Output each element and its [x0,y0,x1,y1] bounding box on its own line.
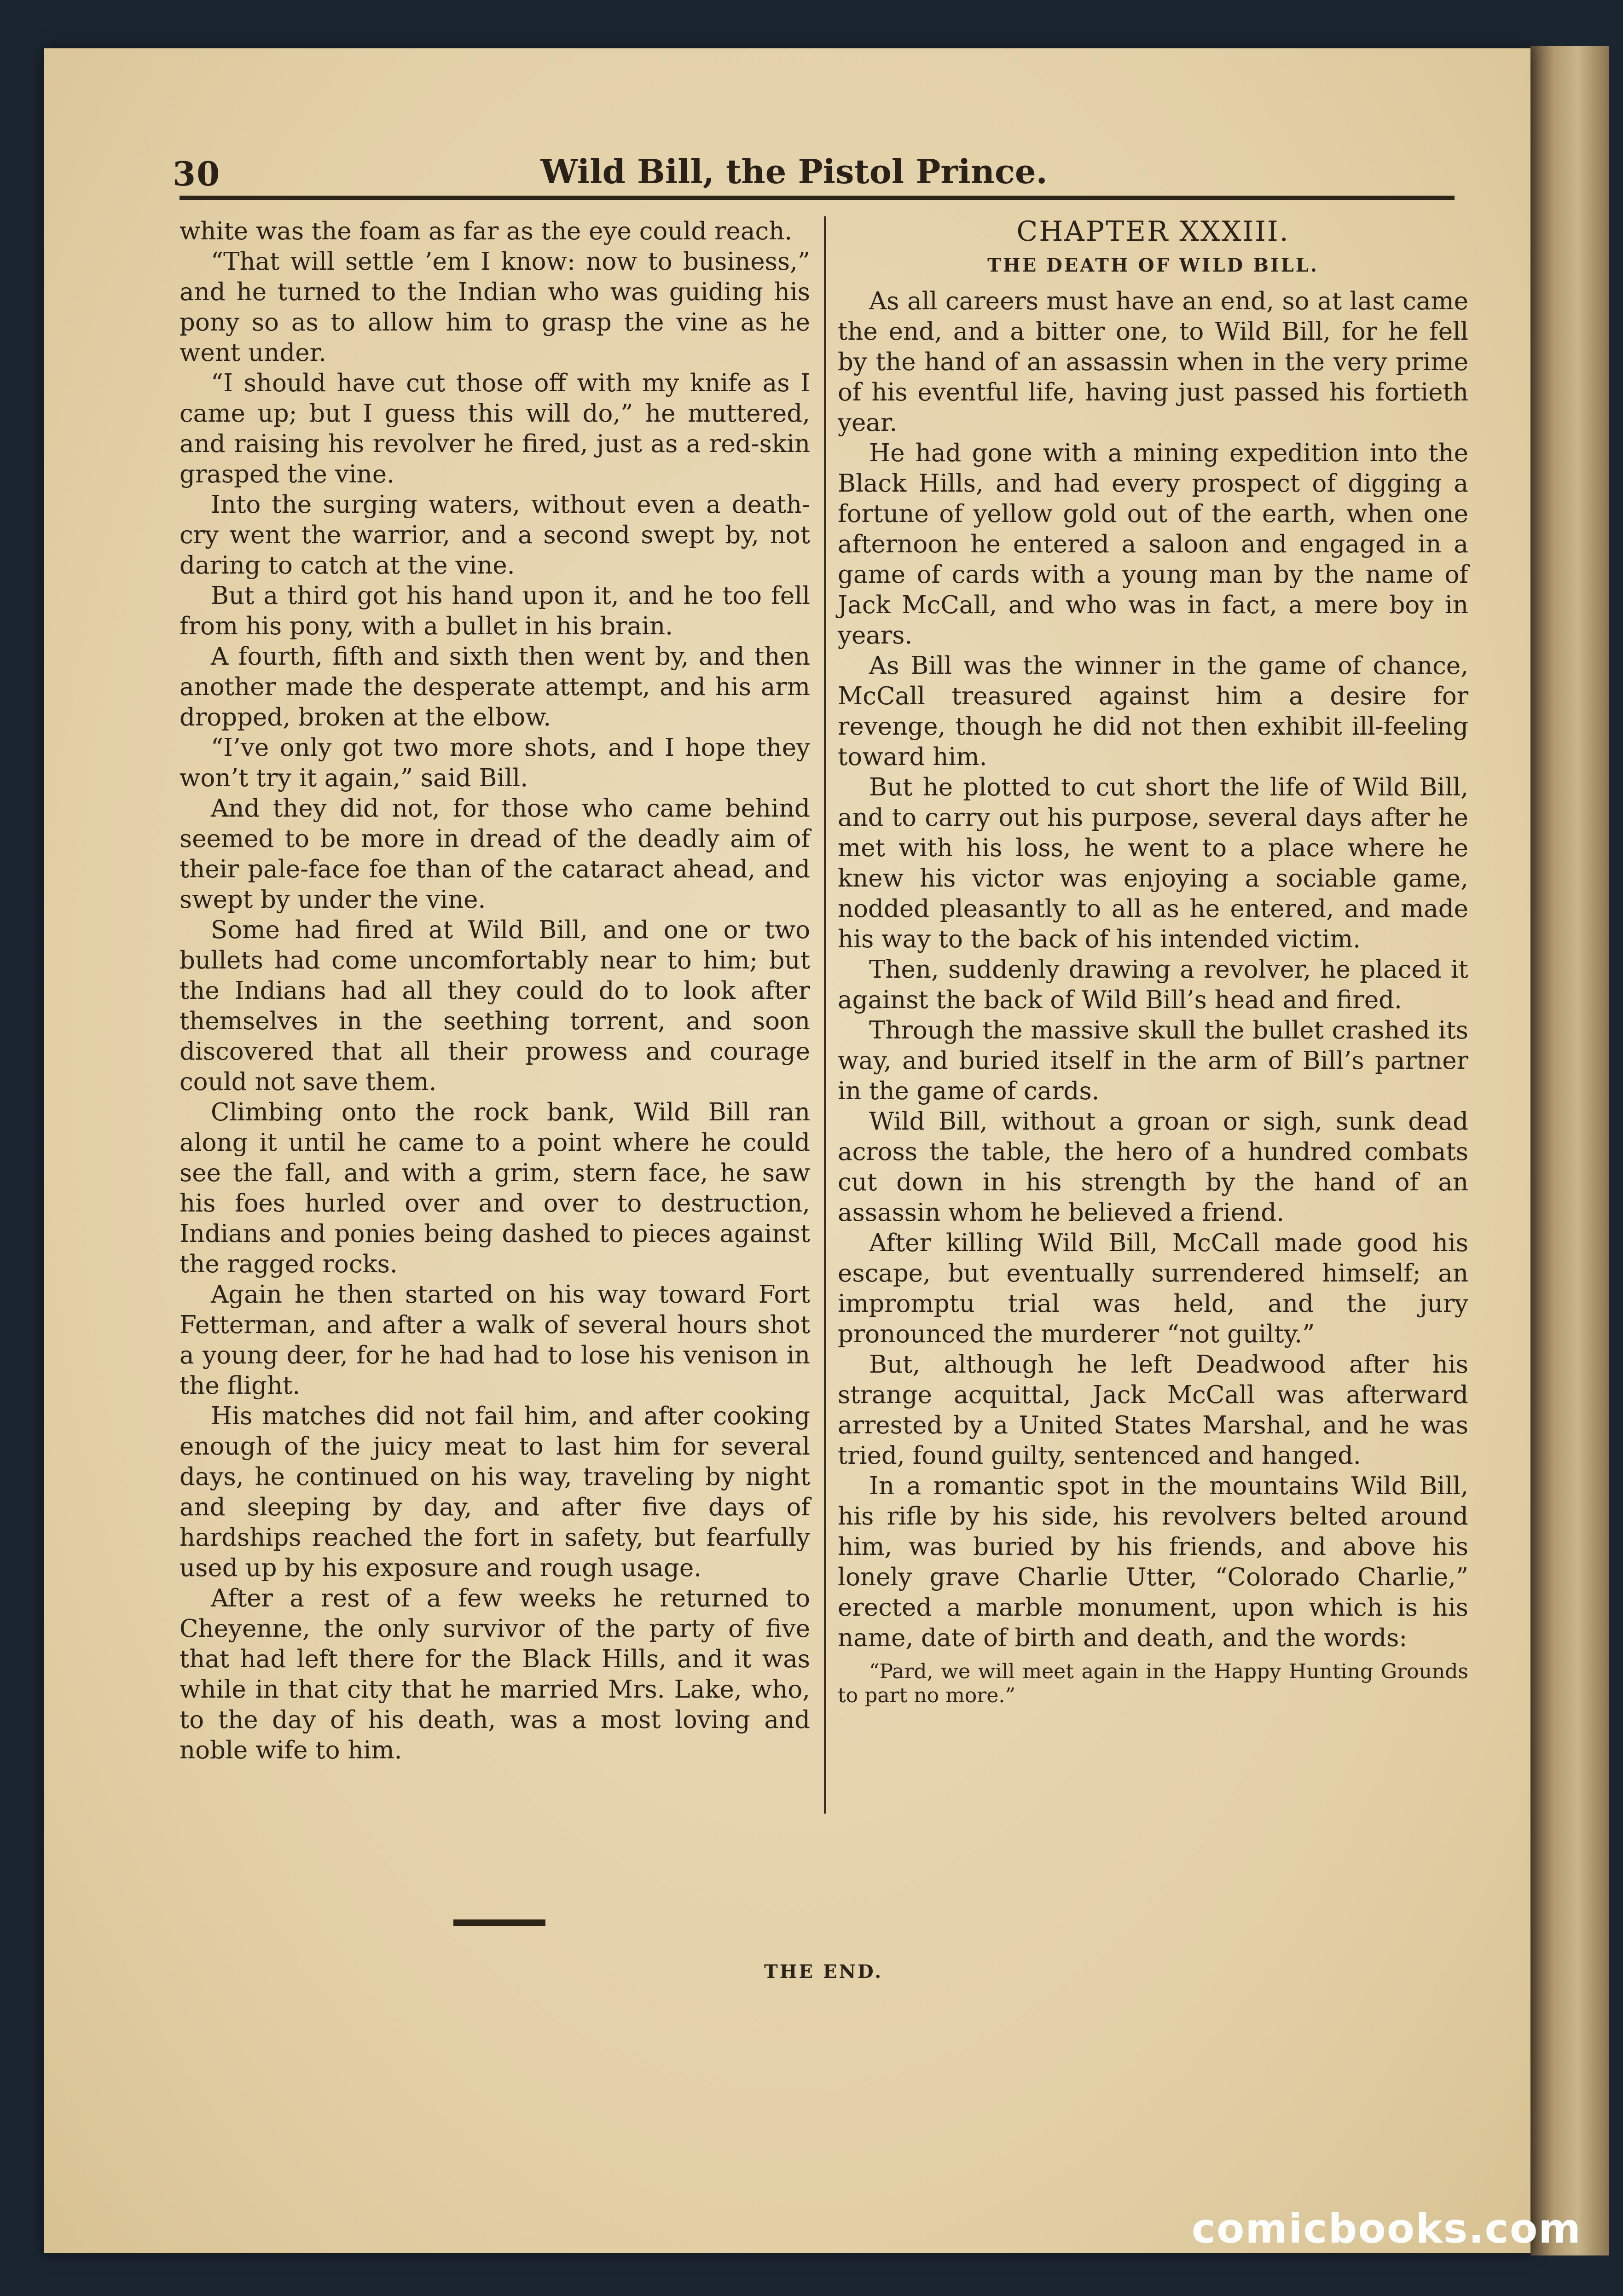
chapter-heading: CHAPTER XXXIII. [1016,215,1290,248]
page-number: 30 [173,154,221,193]
paragraph: “That will settle ’em I know: now to business,” and he turned to the Indian who was guiding his pony so as to allow him to grasp the vine as he went under. [180,248,810,367]
running-title: Wild Bill, the Pistol Prince. [540,152,1048,191]
paragraph: white was the foam as far as the eye could reach. [180,217,793,245]
paragraph: Some had fired at Wild Bill, and one or two bullets had come uncomfortably near to him; but the Indians had all they could do to look after themselves in the seething torrent, and soon discovered that all their prowess and courage could not save them. [180,916,810,1096]
paragraph: Wild Bill, without a groan or sigh, sunk dead across the table, the hero of a hundred combats cut down in his strength by the hand of an assassin whom he believed a friend. [838,1107,1468,1227]
paragraph: But he plotted to cut short the life of Wild Bill, and to carry out his purpose, several days after he met with his loss, he went to a place where he knew his victor was enjoying a sociable game, nodded pleasantly to all as he entered, and made his way to the back of his intended victim. [838,773,1468,953]
paragraph: After killing Wild Bill, McCall made good his escape, but eventually surrendered himself; an impromptu trial was held, and the jury pronounced the murderer “not guilty.” [838,1229,1468,1348]
paragraph: “I’ve only got two more shots, and I hope they won’t try it again,” said Bill. [180,734,810,792]
paragraph: In a romantic spot in the mountains Wild Bill, his rifle by his side, his revolvers belted around him, was buried by his friends, and above his lonely grave Charlie Utter, “Colorado Charlie,” erected a marble monument, upon which is his name, date of birth and death, and the words: [838,1472,1468,1652]
paragraph: But a third got his hand upon it, and he too fell from his pony, with a bullet in his brain. [180,582,810,640]
header-rule [180,196,1455,200]
paragraph: Climbing onto the rock bank, Wild Bill ran along it until he came to a point where he could see the fall, and with a grim, stern face, he saw his foes hurled over and over to destruction, Indians and ponies being dashed to pieces against the ragged rocks. [180,1098,810,1278]
paragraph: He had gone with a mining expedition into the Black Hills, and had every prospect of digging a fortune of yellow gold out of the earth, when one afternoon he entered a saloon and engaged in a game of cards with a young man by the name of Jack McCall, and who was in fact, a mere boy in years. [838,439,1468,649]
right-text-column [838,216,1468,1708]
paragraph: A fourth, fifth and sixth then went by, and then another made the desperate attempt, and his arm dropped, broken at the elbow. [180,643,810,731]
watermark: comicbooks.com [1191,2205,1582,2252]
right-column-body [838,286,1468,1653]
paragraph: Then, suddenly drawing a revolver, he placed it against the back of Wild Bill’s head and fired. [838,956,1468,1014]
paragraph: After a rest of a few weeks he returned to Cheyenne, the only survivor of the party of five that had left there for the Black Hills, and it was while in that city that he married Mrs. Lake, who, to the day of his death, was a most loving and noble wife to him. [180,1584,810,1764]
paragraph: But, although he left Deadwood after his strange acquittal, Jack McCall was afterward arrested by a United States Marshal, and he was tried, found guilty, sentenced and hanged. [838,1351,1468,1470]
paragraph: Again he then started on his way toward Fort Fetterman, and after a walk of several hours shot a young deer, for he had had to lose his venison in the flight. [180,1281,810,1400]
page-header [127,147,1461,198]
left-text-column [180,216,810,1766]
the-end-label: THE END. [764,1961,883,1983]
paragraph: As all careers must have an end, so at last came the end, and a bitter one, to Wild Bill, for he fell by the hand of an assassin when in the very prime of his eventful life, having just passed his fortieth year. [838,287,1468,437]
paragraph: His matches did not fail him, and after cooking enough of the juicy meat to last him for several days, he continued on his way, traveling by night and sleeping by day, and after five days of hardships reached the fort in safety, but fearfully used up by his exposure and rough usage. [180,1402,810,1582]
paragraph: “I should have cut those off with my knife as I came up; but I guess this will do,” he muttered, and raising his revolver he fired, just as a red-skin grasped the vine. [180,369,810,488]
paragraph: As Bill was the winner in the game of chance, McCall treasured against him a desire for revenge, though he did not then exhibit ill-feeling toward him. [838,652,1468,771]
book-spine-edge [1530,46,1609,2255]
epitaph-quote: “Pard, we will meet again in the Happy Hunting Grounds to part no more.” [838,1660,1468,1707]
paragraph: And they did not, for those who came behind seemed to be more in dread of the deadly aim of their pale-face foe than of the cataract ahead, and swept by under the vine. [180,794,810,914]
end-rule [453,1919,545,1926]
chapter-subheading: THE DEATH OF WILD BILL. [987,255,1319,276]
paragraph: Through the massive skull the bullet crashed its way, and buried itself in the arm of Bill’s partner in the game of cards. [838,1016,1468,1105]
column-divider [824,216,826,1814]
paragraph: Into the surging waters, without even a death-cry went the warrior, and a second swept by, not daring to catch at the vine. [180,491,810,580]
